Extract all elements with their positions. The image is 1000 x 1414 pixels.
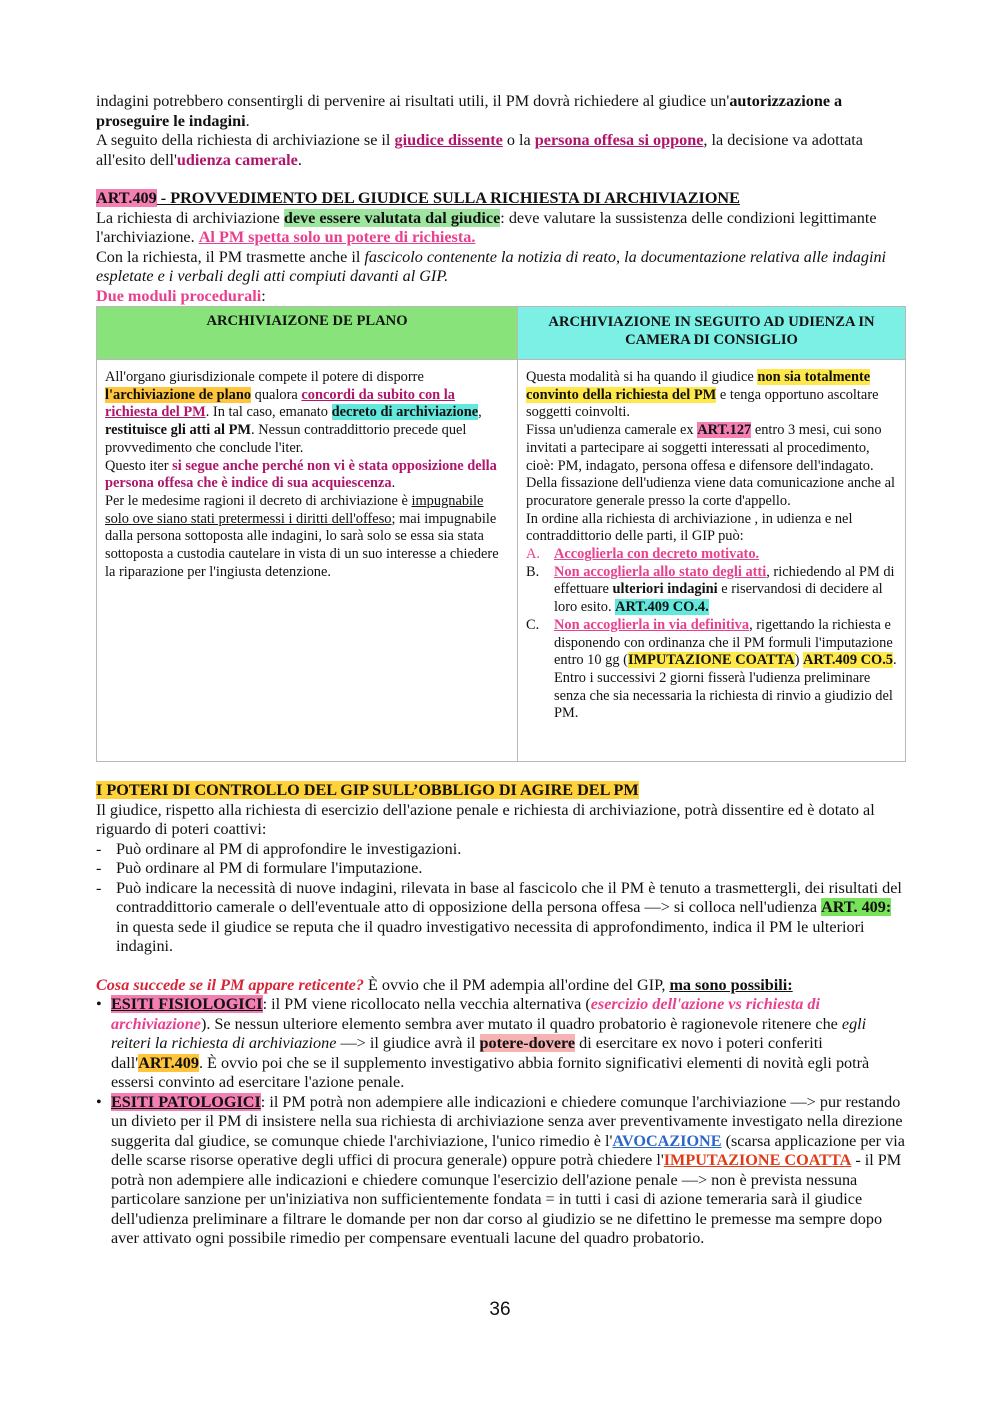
- esiti-list: [96, 995, 906, 1249]
- table-cell-de-plano: All'organo giurisdizionale compete il potere di disporre l'archiviazione de plano qualora concordi da subito con la richiesta del PM. In tal caso, emanato decreto di archiviazione, restituisce gli atti al PM. Nessun contraddittorio precede quel provvedimento che conclude l'iter. Questo iter si segue anche perché non vi è stata opposizione della persona offesa che è indice di sua acquiescenza. Per le medesime ragioni il decreto di archiviazione è impugnabile solo ove siano stati pretermessi i diritti dell'offeso; mai impugnabile dalla persona sottoposta alle indagini, lo sarà solo se essa sia stata sottoposta a custodia cautelare in vista di un suo interesse a chiedere la riparazione per l'ingiusta detenzione.: [97, 360, 518, 762]
- intro-bold: autorizzazione a proseguire le indagini: [96, 92, 843, 130]
- intro-paragraph: indagini potrebbero consentirgli di pervenire ai risultati utili, il PM dovrà richiedere al giudice un'autorizzazione a proseguire le indagini.: [96, 92, 843, 130]
- poteri-list: [96, 840, 906, 957]
- list-item: C. Non accoglierla in via definitiva, rigettando la richiesta e disponendo con ordinanza che il PM formuli l'imputazione entro 10 gg (IMPUTAZIONE COATTA) ART.409 CO.5. Entro i successivi 2 giorni fisserà l'udienza preliminare senza che sia necessaria la richiesta di rinvio a giudizio del PM.: [526, 616, 897, 722]
- art409-heading: ART.409 - PROVVEDIMENTO DEL GIUDICE SULLA RICHIESTA DI ARCHIVIAZIONE: [96, 189, 740, 207]
- page-number: 36: [489, 1299, 511, 1320]
- list-item: • ESITI PATOLOGICI: il PM potrà non adempiere alle indicazioni e chiedere comunque l'archiviazione —> pur restando un divieto per il PM di insistere nella sua richiesta di archiviazione senza aver preventivamente investigato nella direzione suggerita dal giudice, se comunque chiede l'archiviazione, l'unico rimedio è l'AVOCAZIONE (scarsa applicazione per via delle scarse risorse operative degli uffici di procura generale) oppure potrà chiedere l'IMPUTAZIONE COATTA - il PM potrà non adempiere alle indicazioni e chiedere comunque l'esercizio dell'azione penale —> non è prevista nessuna particolare sanzione per un'iniziativa non sufficientemente fondata = in tutti i casi di azione temeraria sarà il giudice dell'udienza preliminare a filtrare le domande per non dar corso al giudizio se ne difettino le premesse ma sempre dopo aver attivato ogni possibile rimedio per compensare eventuali lacune del quadro probatorio.: [96, 1093, 906, 1249]
- list-item: - Può ordinare al PM di approfondire le investigazioni.: [96, 840, 906, 860]
- list-item: - Può ordinare al PM di formulare l'imputazione.: [96, 859, 906, 879]
- art409-paragraph-2: Con la richiesta, il PM trasmette anche il fascicolo contenente la notizia di reato, la documentazione relativa alle indagini espletate e i verbali degli atti compiuti davanti al GIP.: [96, 247, 887, 285]
- poteri-paragraph: Il giudice, rispetto alla richiesta di esercizio dell'azione penale e richiesta di archiviazione, potrà dissentire ed è dotato al riguardo di poteri coattivi:: [96, 800, 875, 838]
- table-header-de-plano: ARCHIVIAIZONE DE PLANO: [97, 307, 518, 360]
- list-item: • ESITI FISIOLOGICI: il PM viene ricollocato nella vecchia alternativa (esercizio dell'azione vs richiesta di archiviazione). Se nessun ulteriore elemento sembra aver mutato il quadro probatorio è ragionevole ritenere che egli reiteri la richiesta di archiviazione —> il giudice avrà il potere-dovere di esercitare ex novo i poteri conferiti dall'ART.409. È ovvio poi che se il supplemento investigativo abbia fornito significativi elementi di novità egli potrà essersi convinto ad esercitare l'azione penale.: [96, 995, 906, 1093]
- table-cell-camera-consiglio: Questa modalità si ha quando il giudice non sia totalmente convinto della richiesta del PM e tenga opportuno ascoltare soggetti coinvolti. Fissa un'udienza camerale ex ART.127 entro 3 mesi, cui sono invitati a partecipare ai soggetti interessati al procedimento, cioè: PM, indagato, persona offesa e difensore dell'indagato. Della fissazione dell'udienza viene data comunicazione anche al procuratore generale presso la corte d'appello. In ordine alla richiesta di archiviazione , in udienza e nel contraddittorio delle parti, il GIP può: A. Accoglierla con decreto motivato. B. Non accoglierla allo stato degli atti, richiedendo al PM di effettuare ulteriori indagini e riservandosi di decidere al loro esito. ART.409 CO.4. C. Non accoglierla in via definitiva, rigettando la richiesta e disponendo con ordinanza che il PM formuli l'imputazione entro 10 gg (IMPUTAZIONE COATTA) ART.409 CO.5. Entro i successivi 2 giorni fisserà l'udienza preliminare senza che sia necessaria la richiesta di rinvio a giudizio del PM.: [518, 360, 906, 762]
- art409-tag: ART.409: [96, 189, 157, 207]
- gip-options-list: [526, 546, 897, 723]
- reticente-question: Cosa succede se il PM appare reticente? È ovvio che il PM adempia all'ordine del GIP, ma sono possibili:: [96, 975, 793, 994]
- intro-paragraph-2: A seguito della richiesta di archiviazione se il giudice dissente o la persona offesa si oppone, la decisione va adottata all'esito dell'udienza camerale.: [96, 131, 863, 169]
- list-item: - Può indicare la necessità di nuove indagini, rilevata in base al fascicolo che il PM è tenuto a trasmettergli, dei risultati del contraddittorio camerale o dell'eventuale atto di opposizione della persona offesa —> si colloca nell'udienza ART. 409: in questa sede il giudice se reputa che il quadro investigativo necessita di approfondimento, indica il PM le ulteriori indagini.: [96, 879, 906, 957]
- art409-paragraph: La richiesta di archiviazione deve essere valutata dal giudice: deve valutare la sussistenza delle condizioni legittimante l'archiviazione. Al PM spetta solo un potere di richiesta.: [96, 208, 877, 246]
- list-item: A. Accoglierla con decreto motivato.: [526, 546, 760, 563]
- moduli-label: Due moduli procedurali:: [96, 286, 266, 305]
- procedures-table: [96, 306, 906, 762]
- poteri-heading: I POTERI DI CONTROLLO DEL GIP SULL’OBBLIGO DI AGIRE DEL PM: [96, 781, 639, 799]
- document-page: [96, 92, 906, 1249]
- list-item: B. Non accoglierla allo stato degli atti, richiedendo al PM di effettuare ulteriori indagini e riservandosi di decidere al loro esito. ART.409 CO.4.: [526, 563, 895, 616]
- table-header-camera-consiglio: ARCHIVIAZIONE IN SEGUITO AD UDIENZA IN CAMERA DI CONSIGLIO: [518, 307, 906, 360]
